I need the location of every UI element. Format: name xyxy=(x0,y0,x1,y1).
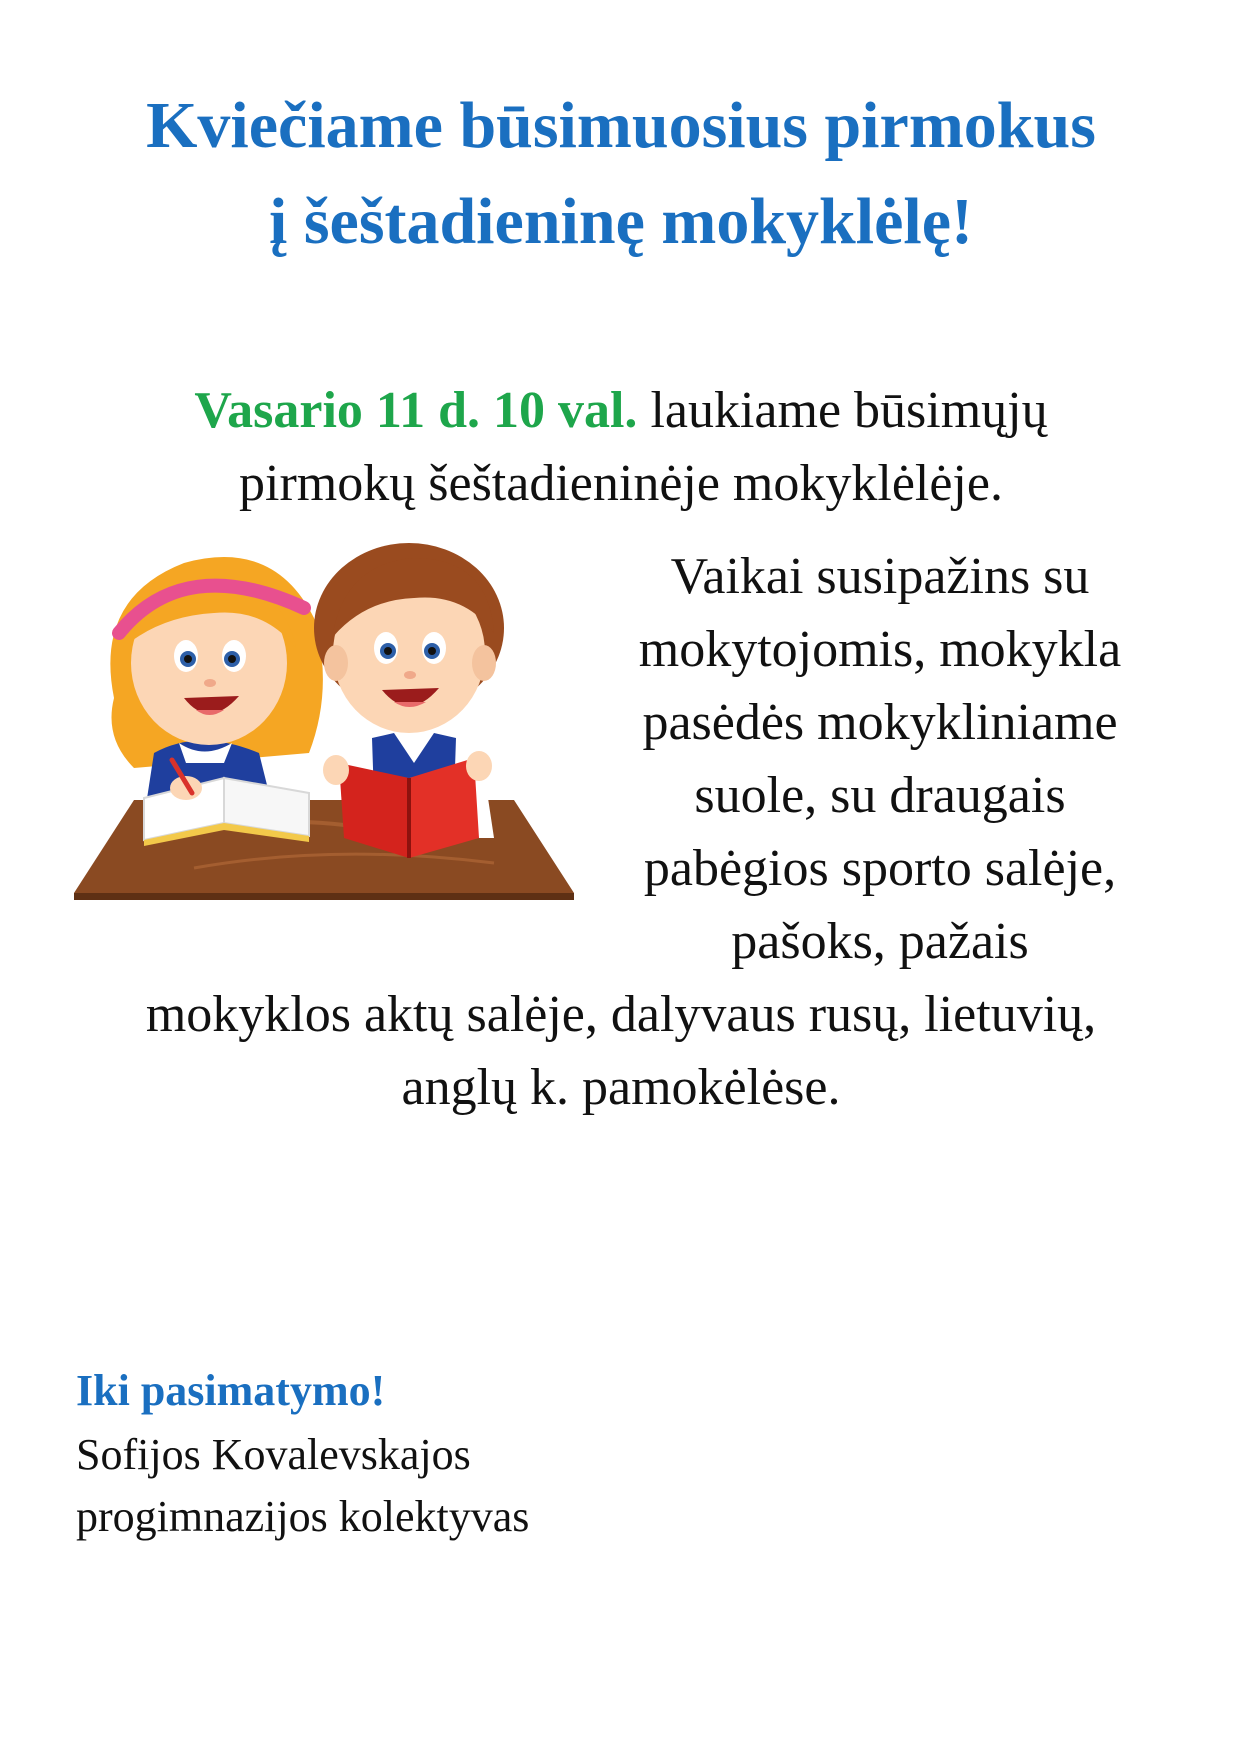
signature-line: progimnazijos kolektyvas xyxy=(76,1492,530,1541)
description-line: pašoks, pažais xyxy=(731,913,1029,970)
description-line: pasėdės mokykliniame xyxy=(642,694,1118,751)
intro-line-1-rest: laukiame būsimųjų xyxy=(637,382,1048,439)
signature-block xyxy=(76,1424,529,1548)
description-full-text xyxy=(60,978,1182,1124)
description-line: Vaikai susipažins su xyxy=(670,548,1090,605)
description-line: pabėgios sporto salėje, xyxy=(643,840,1117,897)
children-reading-books-illustration xyxy=(74,538,574,938)
description-side-text xyxy=(590,540,1170,978)
description-line: mokytojomis, mokykla xyxy=(638,621,1122,678)
desk-edge-shape xyxy=(74,893,574,900)
greeting-text: Iki pasimatymo! xyxy=(76,1366,386,1415)
poster-title xyxy=(40,78,1202,270)
description-line: suole, su draugais xyxy=(694,767,1066,824)
illustration-svg xyxy=(74,538,574,938)
description-line: mokyklos aktų salėje, dalyvaus rusų, lietuvių, xyxy=(145,986,1097,1043)
description-line: anglų k. pamokėlėse. xyxy=(401,1059,841,1116)
intro-paragraph xyxy=(60,374,1182,520)
intro-line-2: pirmokų šeštadieninėje mokyklėlėje. xyxy=(239,455,1003,512)
title-line-1: Kviečiame būsimuosius pirmokus xyxy=(146,89,1096,162)
event-date: Vasario 11 d. 10 val. xyxy=(194,382,638,439)
signature-line: Sofijos Kovalevskajos xyxy=(76,1430,471,1479)
title-line-2: į šeštadieninę mokyklėlę! xyxy=(269,185,973,258)
